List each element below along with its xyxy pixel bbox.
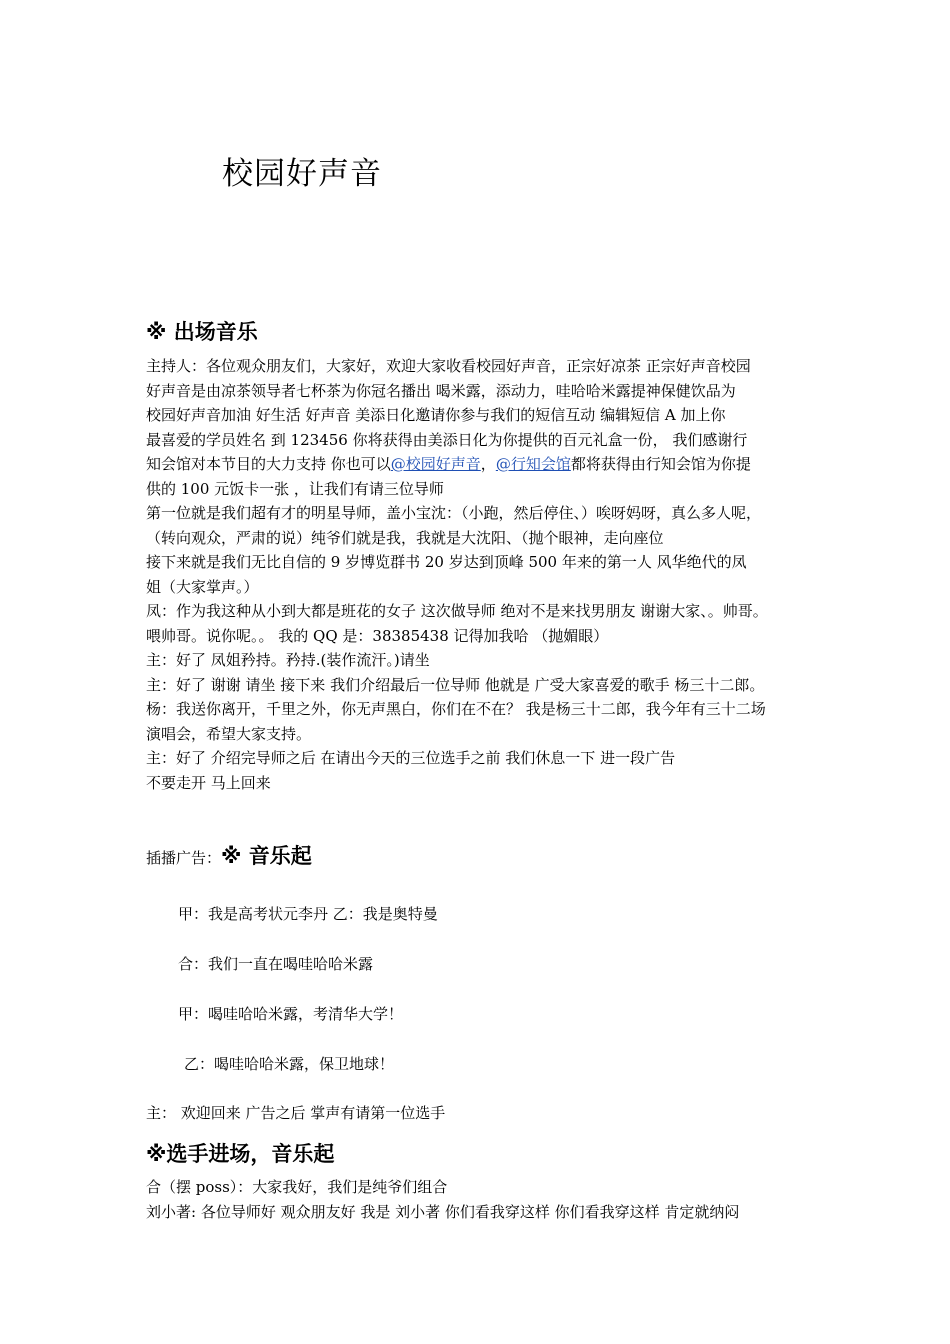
dialogue-line: 不要走开 马上回来 [146, 773, 271, 792]
ad-line: 合：我们一直在喝哇哈哈米露 [178, 955, 374, 973]
ad-line: 甲：喝哇哈哈米露，考清华大学！ [178, 1005, 404, 1023]
dialogue-line: 演唱会，希望大家支持。 [146, 724, 312, 743]
host-line: 好声音是由凉茶领导者七杯茶为你冠名播出 喝米露，添动力，哇哈哈米露提神保健饮品为 [146, 381, 736, 400]
dialogue-line: 第一位就是我们超有才的明星导师，盖小宝沈：（小跑，然后停住、）唉呀妈呀，真么多人呢， [146, 504, 762, 522]
link-separator: ， [480, 455, 496, 473]
ad-intro-label: 插播广告： [146, 849, 222, 867]
dialogue-line: （转向观众，严肃的说）纯爷们就是我，我就是大沈阳、（抛个眼神，走向座位 [146, 528, 664, 547]
dialogue-line: 姐（大家掌声。） [146, 577, 259, 596]
dialogue-line: 主：好了 谢谢 请坐 接下来 我们介绍最后一位导师 他就是 广受大家喜爱的歌手 杨三十二郎。 [146, 675, 765, 694]
contestant-line: 合（摆 poss）：大家我好，我们是纯爷们组合 [146, 1178, 448, 1196]
host-line-prefix: 知会馆对本节目的大力支持 你也可以 [146, 455, 391, 473]
ad-line: 乙：喝哇哈哈米露，保卫地球！ [184, 1055, 395, 1073]
host-line: 最喜爱的学员姓名 到 123456 你将获得由美添日化为你提供的百元礼盒一份， 我们感谢行 [146, 430, 748, 449]
host-line: 校园好声音加油 好生活 好声音 美添日化邀请你参与我们的短信互动 编辑短信 A 加上你 [146, 406, 726, 424]
section-heading-contestants: ※选手进场，音乐起 [146, 1142, 335, 1166]
contestant-line: 刘小著: 各位导师好 观众朋友好 我是 刘小著 你们看我穿这样 你们看我穿这样 肯定就纳闷 [146, 1203, 740, 1221]
dialogue-line: 主：好了 凤姐矜持。矜持.(装作流汗。)请坐 [146, 651, 430, 669]
document-title: 校园好声音 [222, 156, 382, 192]
dialogue-line: 主：好了 介绍完导师之后 在请出今天的三位选手之前 我们休息一下 进一段广告 [146, 749, 676, 767]
ad-line: 甲：我是高考状元李丹 乙：我是奥特曼 [178, 905, 438, 923]
dialogue-line: 凤：作为我这种从小到大都是班花的女子 这次做导师 绝对不是来找男朋友 谢谢大家、。帅哥。 [146, 602, 768, 620]
weibo-link-xingzhi-hall[interactable]: @行知会馆 [495, 455, 571, 473]
host-line: 主持人：各位观众朋友们，大家好，欢迎大家收看校园好声音，正宗好凉茶 正宗好声音校园 [146, 357, 751, 375]
dialogue-line: 喂帅哥。说你呢。。 我的 QQ 是：38385438 记得加我哈 （抛媚眼） [146, 626, 609, 645]
host-line-suffix: 都将获得由行知会馆为你提 [570, 455, 751, 473]
ad-music-heading: ※ 音乐起 [221, 844, 312, 868]
dialogue-line: 杨：我送你离开，千里之外，你无声黑白，你们在不在？ 我是杨三十二郎，我今年有三十二场 [146, 700, 766, 718]
section-heading-entrance-music: ※ 出场音乐 [146, 320, 258, 344]
host-opening-paragraph [146, 354, 826, 795]
host-line: 供的 100 元饭卡一张 ，让我们有请三位导师 [146, 479, 444, 498]
weibo-link-campus-voice[interactable]: @校园好声音 [390, 455, 481, 473]
host-line-with-links [146, 452, 826, 477]
dialogue-line: 接下来就是我们无比自信的 9 岁博览群书 20 岁达到顶峰 500 年来的第一人 风华绝代的凤 [146, 553, 747, 571]
host-return-line: 主： 欢迎回来 广告之后 掌声有请第一位选手 [146, 1104, 446, 1122]
ad-intro [146, 840, 312, 870]
